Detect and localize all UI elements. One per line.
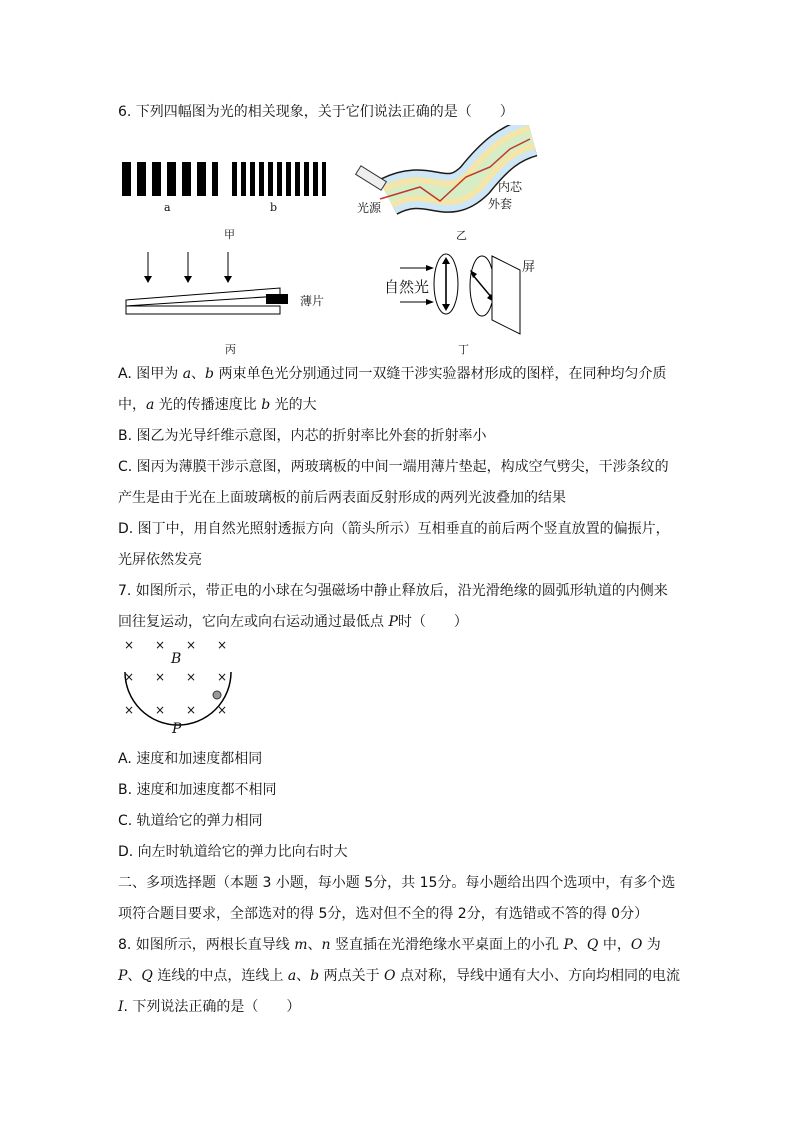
cross-mark: × (124, 703, 135, 717)
yi-source-label: 光源 (357, 201, 382, 215)
q7-option-d: D. 向左时轨道给它的弹力比向右时大 (118, 844, 348, 860)
jia-caption: 甲 (224, 228, 235, 241)
text: . 下列说法正确的是（ ） (123, 999, 301, 1015)
q7-stem-line1: 7. 如图所示，带正电的小球在匀强磁场中静止释放后，沿光滑绝缘的圆弧形轨道的内侧来 (118, 583, 668, 599)
var-o: O (630, 937, 643, 953)
q6-option-a-line2 (118, 395, 317, 415)
text: A. 图甲为 (118, 366, 183, 382)
var-i: I (118, 999, 124, 1015)
field-b-label: B (171, 651, 182, 667)
section2-heading-line1: 二、多项选择题（本题 3 小题，每小题 5分，共 15分。每小题给出四个选项中，有多个选 (118, 875, 676, 891)
cross-mark: × (217, 638, 228, 652)
text: 8. 如图所示，两根长直导线 (118, 937, 295, 953)
text: 、 (296, 968, 311, 984)
var-q: Q (141, 968, 153, 984)
q6-option-c-line2: 产生是由于光在上面玻璃板的前后两表面反射形成的两列光波叠加的结果 (118, 490, 566, 506)
q6-option-b: B. 图乙为光导纤维示意图，内芯的折射率比外套的折射率小 (118, 428, 487, 444)
q6-option-c-line1: C. 图丙为薄膜干涉示意图，两玻璃板的中间一端用薄片垫起，构成空气劈尖，干涉条纹的 (118, 459, 669, 475)
figure-bing (120, 248, 340, 323)
point-p-label: P (172, 721, 182, 737)
text: 光的大 (270, 397, 317, 413)
cross-mark: × (124, 638, 135, 652)
var-b: b (261, 397, 271, 413)
cross-mark: × (186, 638, 197, 652)
text: 、 (307, 937, 322, 953)
text: 点对称，导线中通有大小、方向均相同的电流 (395, 968, 680, 984)
ding-light-label: 自然光 (384, 278, 430, 296)
text: 连线的中点，连线上 (152, 968, 288, 984)
text: 为 (642, 937, 661, 953)
text: 、 (127, 968, 142, 984)
bing-sheet-label: 薄片 (300, 294, 325, 308)
cross-mark: × (155, 703, 166, 717)
text: 竖直插在光滑绝缘水平桌面上的小孔 (330, 937, 564, 953)
yi-cladding-label: 外套 (488, 197, 513, 211)
cross-mark: × (186, 670, 197, 684)
cross-mark: × (217, 670, 228, 684)
q8-stem-line2 (118, 966, 680, 986)
q6-option-d-line1: D. 图丁中，用自然光照射透振方向（箭头所示）互相垂直的前后两个竖直放置的偏振片， (118, 521, 670, 537)
var-m: m (294, 937, 308, 953)
q8-stem-line3 (118, 997, 300, 1017)
q6-stem: 6. 下列四幅图为光的相关现象，关于它们说法正确的是（ ） (118, 104, 514, 120)
bing-caption: 丙 (225, 343, 236, 356)
text: 两点关于 (319, 968, 385, 984)
section2-heading-line2: 项符合题目要求，全部选对的得 5分，选对但不全的得 2分，有选错或不答的得 0分） (118, 906, 649, 922)
thin-film-diagram (120, 248, 340, 323)
var-n: n (321, 937, 331, 953)
var-a: a (287, 968, 297, 984)
cross-mark: × (186, 703, 197, 717)
text: 光的传播速度比 (154, 397, 262, 413)
ding-screen-label: 屏 (522, 260, 536, 275)
var-b: b (205, 366, 215, 382)
var-p: P (388, 614, 398, 630)
pattern-b (232, 162, 326, 196)
var-o: O (384, 968, 396, 984)
q6-option-d-line2: 光屏依然发亮 (118, 552, 202, 568)
text: 时（ ） (397, 614, 468, 630)
text: 两束单色光分别通过同一双缝干涉实验器材形成的图样，在同种均匀介质 (214, 366, 667, 382)
q6-option-a-line1 (118, 364, 666, 384)
var-p: P (118, 968, 128, 984)
cross-mark: × (124, 670, 135, 684)
text: 中， (598, 937, 631, 953)
text: 中， (118, 397, 146, 413)
var-b: b (310, 968, 320, 984)
var-q: Q (586, 937, 599, 953)
q8-stem-line1 (118, 935, 661, 955)
q7-option-a: A. 速度和加速度都相同 (118, 751, 263, 767)
var-p: P (563, 937, 573, 953)
cross-mark: × (155, 638, 166, 652)
jia-a-label: a (164, 201, 171, 214)
yi-core-label: 内芯 (498, 180, 523, 194)
text: 、 (572, 937, 587, 953)
ding-caption: 丁 (458, 343, 469, 356)
text: 、 (191, 366, 206, 382)
jia-b-label: b (270, 201, 278, 214)
var-a: a (182, 366, 192, 382)
cross-mark: × (217, 703, 228, 717)
pattern-a (122, 162, 218, 196)
cross-mark: × (155, 670, 166, 684)
text: 回往复运动，它向左或向右运动通过最低点 (118, 614, 389, 630)
yi-caption: 乙 (456, 229, 467, 242)
var-a: a (146, 397, 155, 413)
q7-option-c: C. 轨道给它的弹力相同 (118, 813, 263, 829)
q7-stem-line2 (118, 612, 468, 632)
q7-option-b: B. 速度和加速度都不相同 (118, 782, 277, 798)
